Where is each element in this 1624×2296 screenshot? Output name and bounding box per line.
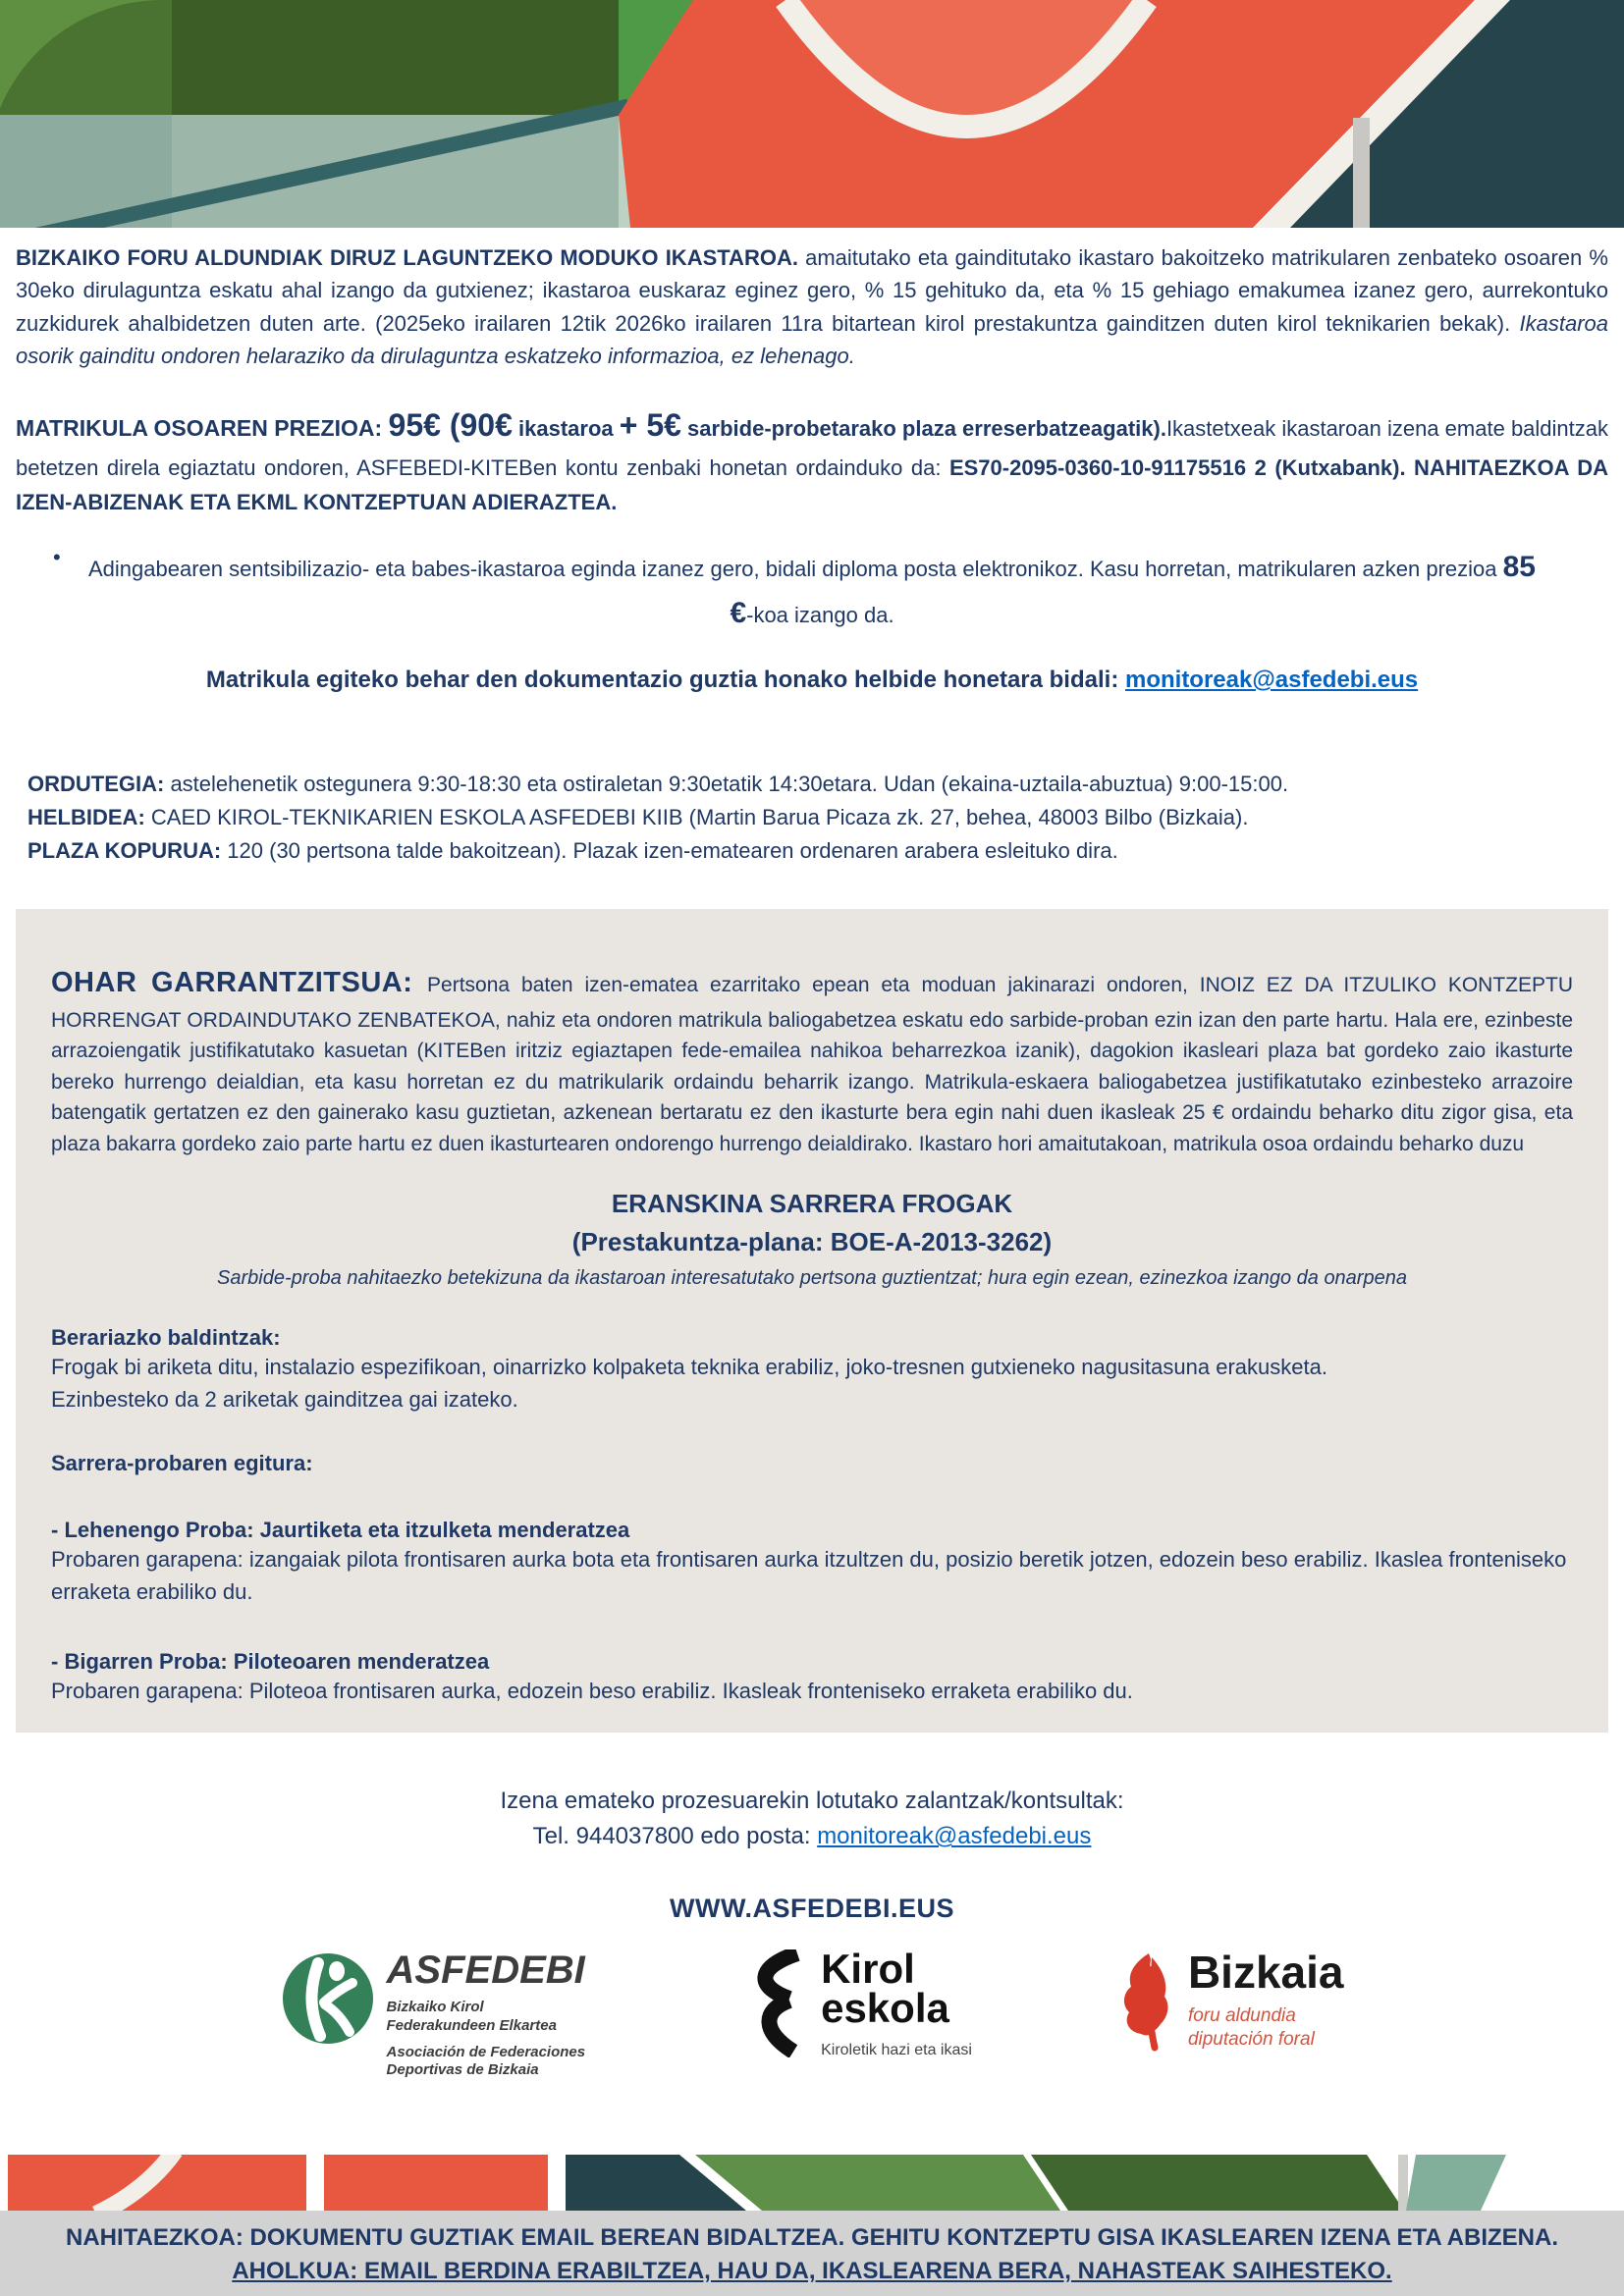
- asfedebi-logo-name: ASFEDEBI: [386, 1949, 585, 1993]
- discount-note: [16, 545, 1608, 636]
- intro-body: amaitutako eta gainditutako ikastaro bakoitzeko matrikularen zenbateko osoaren % 30eko dirulaguntza eskatu ahal izango da gutxienez; ikastaroa euskaraz eginez gero, % 15 gehituko da, eta % 15 gehiago emakumea izanez gero, aurrekontuko zuzkidurek ahalbidetzen duten arte. (2025eko irailaren 12tik 2026ko irailaren 11ra bitartean kirol prestakuntza gainditzen duten kirol teknikarien bekak).: [16, 245, 1608, 336]
- asfedebi-logo-sub3: Asociación de Federaciones: [386, 2043, 586, 2060]
- second-test-title: - Bigarren Proba: Piloteoaren menderatzea: [51, 1649, 490, 1675]
- seats-line: [27, 834, 1608, 868]
- kirol-logo-word2: eskola: [821, 1985, 949, 2032]
- asfedebi-logo-icon: [281, 1949, 375, 2048]
- registration-email-link[interactable]: monitoreak@asfedebi.eus: [1124, 667, 1419, 694]
- contact-tel: Tel. 944037800 edo posta:: [532, 1823, 818, 1850]
- address-line: [27, 801, 1608, 834]
- price-label: MATRIKULA OSOAREN PREZIOA:: [16, 414, 389, 441]
- footer-mandatory-line: NAHITAEZKOA: DOKUMENTU GUZTIAK EMAIL BEREAN BIDALTZEA. GEHITU KONTZEPTU GISA IKASLEAREN IZENA ETA ABIZENA.: [66, 2224, 1558, 2251]
- bizkaia-logo-sub2: diputación foral: [1187, 2028, 1315, 2050]
- address-label: HELBIDEA:: [27, 805, 145, 829]
- send-documentation-line: [16, 664, 1608, 697]
- price-reserve-note: sarbide-probetarako plaza erreserbatzeagatik).: [680, 415, 1166, 441]
- intro-italic-note: Ikastaroa osorik gainditu ondoren helaraziko da dirulaguntza eskatzeko informazioa, ez lehenago.: [16, 310, 1608, 369]
- discount-tail: -koa izango da.: [746, 602, 894, 627]
- specific-conditions-label: Berariazko baldintzak:: [51, 1325, 281, 1351]
- discount-price: 85 €: [730, 551, 1536, 629]
- kirol-logo-word1: Kirol: [821, 1946, 915, 1993]
- asfedebi-logo: [281, 1949, 586, 2080]
- important-notice-paragraph: [51, 962, 1573, 1159]
- website-line: WWW.ASFEDEBI.EUS: [670, 1894, 954, 1924]
- bizkaia-logo-name: Bizkaia: [1187, 1947, 1344, 1999]
- seats-value: 120 (30 pertsona talde bakoitzean). Plazak izen-ematearen ordenaren arabera esleituko dira.: [221, 838, 1118, 864]
- annex-subtitle: (Prestakuntza-plana: BOE-A-2013-3262): [571, 1227, 1053, 1257]
- seats-label: PLAZA KOPURUA:: [27, 838, 222, 864]
- important-notice-label: OHAR GARRANTZITSUA:: [51, 967, 428, 999]
- price-total: 95€ (90€: [388, 406, 513, 443]
- specific-conditions-line2: Ezinbesteko da 2 ariketak gainditzea gai izateko.: [51, 1387, 518, 1413]
- bizkaia-logo-sub1: foru aldundia: [1187, 2005, 1296, 2027]
- footer-advice-line: AHOLKUA: EMAIL BERDINA ERABILTZEA, HAU DA, IKASLEARENA BERA, NAHASTEAK SAIHESTEKO.: [232, 2258, 1392, 2284]
- footer-banner-graphic: [0, 2155, 1624, 2211]
- footer-note-strip: [0, 2211, 1624, 2296]
- asfedebi-logo-sub2: Federakundeen Elkartea: [386, 2016, 557, 2034]
- test-structure-label: Sarrera-probaren egitura:: [51, 1451, 313, 1476]
- important-notice-body: Pertsona baten izen-ematea ezarritako epean eta moduan jakinarazi ondoren, INOIZ EZ DA ITZULIKO KONTZEPTU HORRENGAT ORDAINDUTAKO ZENBATEKOA, nahiz eta ondoren matrikula baliogabetzea eskatu edo sarbide-proban ezin izan den parte hartu. Hala ere, ezinbeste arrazoiengatik justifikatutako kasuetan (KITEBen iritziz egiaztapen fede-emailea nahikoa beharrezkoa izanik), dagokion ikasleari plaza bat gordeko zaio ikasturte bereko hurrengo deialdian, eta kasu horretan ez du matrikularik ordaindu beharrik izango. Matrikula-eskaera baliogabetzea justifikatutako ezinbesteko arrazoire batengatik gertatzen ez den gainerako kasu guztietan, azkenean bertaratu ez den ikasturte bera egin nahi duen ikasleak 25 € ordaindu beharko ditu zigor gisa, eta plaza bakarra gordeko zaio parte hartu ez duen ikasturtearen ondorengo hurrengo deialdirako. Ikastaro hori amaitutakoan, matrikula osoa ordaindu beharko duzu: [51, 974, 1574, 1155]
- contact-block: [16, 1784, 1608, 1854]
- send-label: Matrikula egiteko behar den dokumentazio guztia honako helbide honetara bidali:: [205, 667, 1125, 694]
- contact-line1: Izena emateko prozesuarekin lotutako zalantzak/kontsultak:: [500, 1788, 1124, 1815]
- footer-banner: [0, 2155, 1624, 2211]
- document-body: [0, 241, 1624, 2080]
- first-test-body: Probaren garapena: izangaiak pilota frontisaren aurka bota eta frontisaren aurka itzultzen du, posizio beretik jotzen, edozein beso erabiliz. Ikaslea fronteniseko erraketa erabiliko du.: [51, 1547, 1567, 1605]
- kirol-eskola-logo-icon: [732, 1949, 809, 2057]
- annex-italic-note: Sarbide-proba nahitaezko betekizuna da ikastaroan interesatutako pertsona guztientzat; hura egin ezean, ezinezkoa izango da onarpena: [217, 1267, 1407, 1290]
- schedule-label: ORDUTEGIA:: [27, 771, 165, 796]
- intro-lead: BIZKAIKO FORU ALDUNDIAK DIRUZ LAGUNTZEKO MODUKO IKASTAROA.: [16, 245, 798, 270]
- annex-title: ERANSKINA SARRERA FROGAK: [611, 1189, 1013, 1219]
- intro-paragraph: [16, 241, 1608, 373]
- schedule-line: [27, 768, 1608, 801]
- price-body: Ikastetxeak ikastaroan izena emate baldintzak betetzen direla egiaztatu ondoren, ASFEBEDI-KITEBen kontu zenbaki honetan ordainduko da:: [16, 415, 1609, 480]
- important-notice-box: [16, 909, 1608, 1733]
- kirol-logo-tagline: Kiroletik hazi eta ikasi: [821, 2041, 972, 2058]
- price-paragraph: [16, 400, 1608, 520]
- asfedebi-logo-sub4: Deportivas de Bizkaia: [386, 2061, 539, 2079]
- bizkaia-logo: [1119, 1949, 1344, 2057]
- asfedebi-logo-sub1: Bizkaiko Kirol: [386, 1999, 484, 2016]
- price-course-word: ikastaroa: [512, 415, 620, 441]
- bizkaia-leaf-icon: [1119, 1949, 1176, 2057]
- course-details: [16, 768, 1608, 868]
- partner-logos: [16, 1946, 1608, 2080]
- header-banner-graphic: [0, 0, 1624, 228]
- specific-conditions-line1: Frogak bi ariketa ditu, instalazio espezifikoan, oinarrizko kolpaketa teknika erabiliz, joko-tresnen gutxieneko nagusitasuna erakusketa.: [51, 1355, 1327, 1380]
- kirol-eskola-logo: [732, 1946, 972, 2059]
- contact-email-link[interactable]: monitoreak@asfedebi.eus: [817, 1823, 1092, 1850]
- schedule-value: astelehenetik ostegunera 9:30-18:30 eta ostiraletan 9:30etatik 14:30etara. Udan (ekaina-uztaila-abuztua) 9:00-15:00.: [164, 771, 1289, 796]
- bullet-icon: •: [53, 545, 61, 570]
- discount-text: Adingabearen sentsibilizazio- eta babes-ikastaroa eginda izanez gero, bidali diploma posta elektronikoz. Kasu horretan, matrikularen azken prezioa: [88, 557, 1503, 582]
- address-value: CAED KIROL-TEKNIKARIEN ESKOLA ASFEDEBI KIIB (Martin Barua Picaza zk. 27, behea, 48003 Bilbo (Bizkaia).: [144, 805, 1249, 829]
- first-test-title: - Lehenengo Proba: Jaurtiketa eta itzulketa menderatzea: [51, 1518, 630, 1543]
- contact-line2: [16, 1819, 1608, 1854]
- bank-account: ES70-2095-0360-10-91175516 2 (Kutxabank). NAHITAEZKOA DA IZEN-ABIZENAK ETA EKML KONTZEPTUAN ADIERAZTEA.: [16, 454, 1608, 515]
- second-test-body: Probaren garapena: Piloteoa frontisaren aurka, edozein beso erabiliz. Ikasleak fronteniseko erraketa erabiliko du.: [51, 1679, 1133, 1704]
- price-reserve: + 5€: [619, 406, 681, 443]
